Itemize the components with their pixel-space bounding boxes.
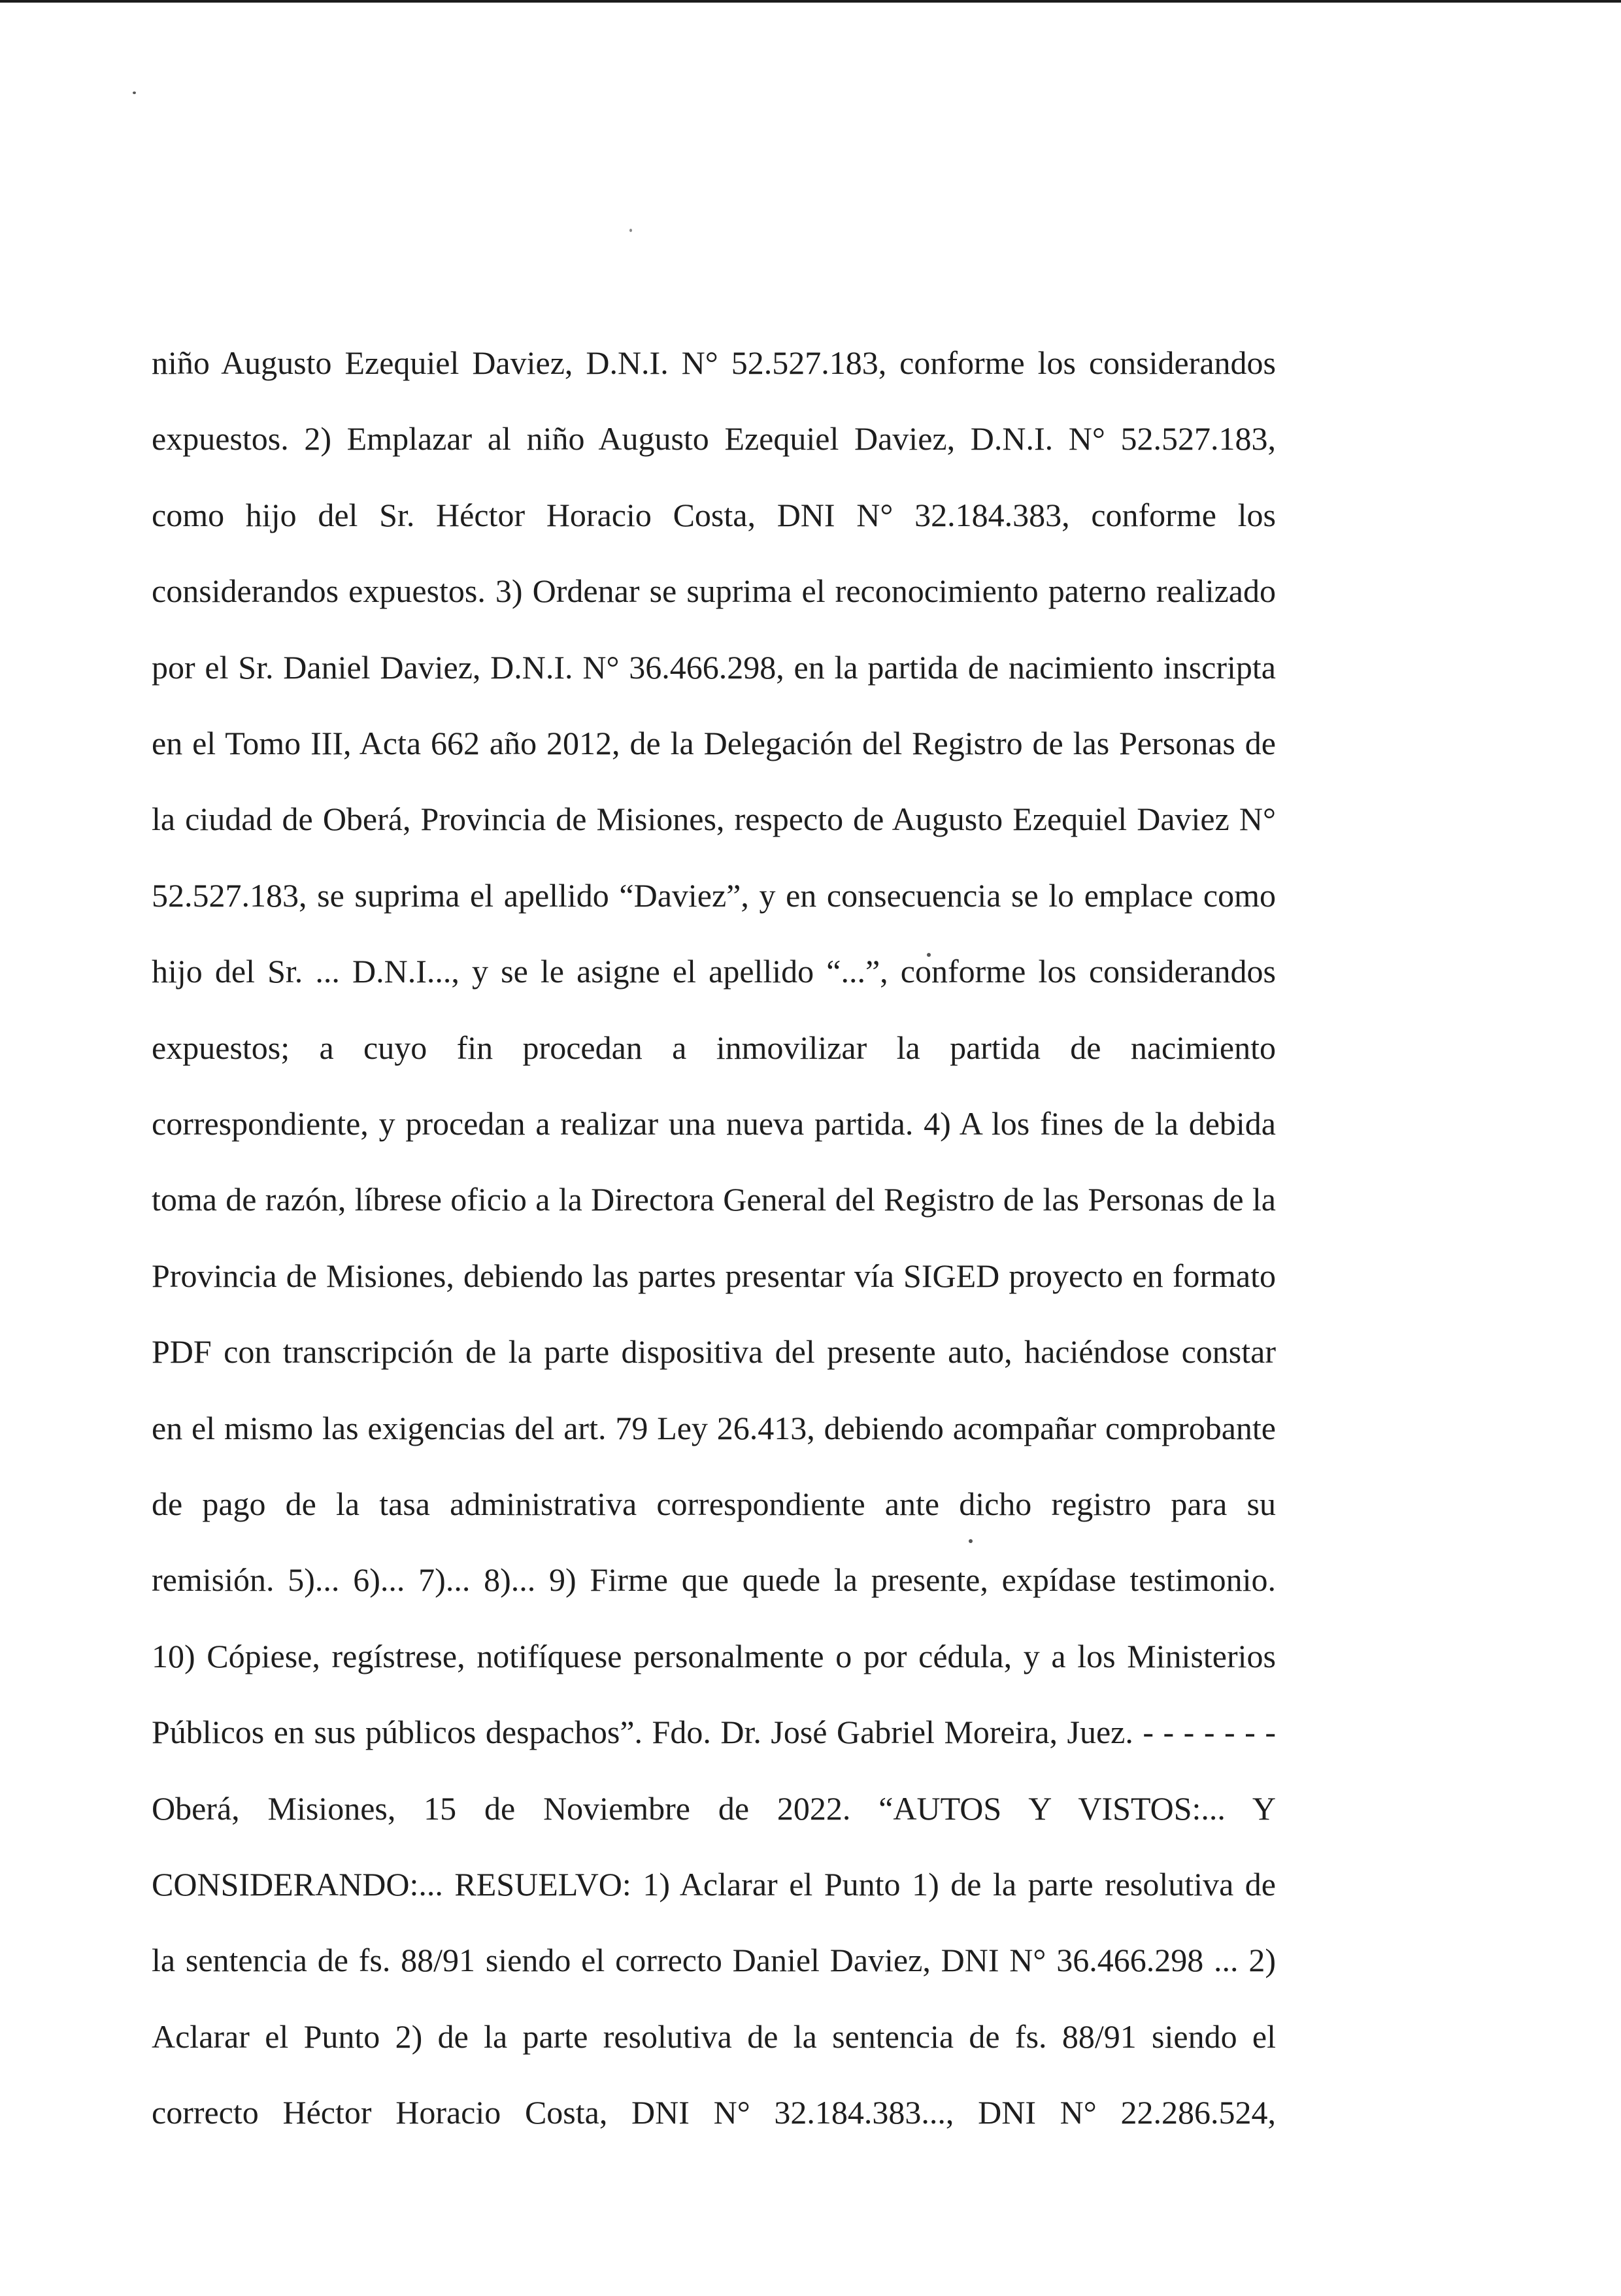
body-line: considerandos expuestos. 3) Ordenar se suprima el reconocimiento paterno realizado — [152, 573, 1276, 609]
body-line: hijo del Sr. ... D.N.I..., y se le asigne el apellido “...”, conforme los considerandos — [152, 953, 1276, 990]
body-line: expuestos; a cuyo fin procedan a inmovilizar la partida de nacimiento — [152, 1029, 1276, 1066]
body-line: en el mismo las exigencias del art. 79 Ley 26.413, debiendo acompañar comprobante — [152, 1410, 1276, 1446]
body-line: PDF con transcripción de la parte dispositiva del presente auto, haciéndose constar — [152, 1333, 1276, 1370]
body-line: CONSIDERANDO:... RESUELVO: 1) Aclarar el Punto 1) de la parte resolutiva de — [152, 1866, 1276, 1903]
body-line: 10) Cópiese, regístrese, notifíquese personalmente o por cédula, y a los Ministerios — [152, 1638, 1276, 1674]
body-line: correspondiente, y procedan a realizar una nueva partida. 4) A los fines de la debida — [152, 1105, 1276, 1142]
body-line: Aclarar el Punto 2) de la parte resolutiva de la sentencia de fs. 88/91 siendo el — [152, 2018, 1276, 2055]
body-line: correcto Héctor Horacio Costa, DNI N° 32.184.383..., DNI N° 22.286.524, — [152, 2094, 1276, 2131]
body-line: expuestos. 2) Emplazar al niño Augusto Ezequiel Daviez, D.N.I. N° 52.527.183, — [152, 420, 1276, 457]
body-line: la sentencia de fs. 88/91 siendo el correcto Daniel Daviez, DNI N° 36.466.298 ... 2) — [152, 1942, 1276, 1978]
body-line: Oberá, Misiones, 15 de Noviembre de 2022. “AUTOS Y VISTOS:... Y — [152, 1790, 1276, 1827]
body-line: como hijo del Sr. Héctor Horacio Costa, DNI N° 32.184.383, conforme los — [152, 497, 1276, 533]
body-line: la ciudad de Oberá, Provincia de Misiones, respecto de Augusto Ezequiel Daviez N° — [152, 801, 1276, 837]
body-line: por el Sr. Daniel Daviez, D.N.I. N° 36.466.298, en la partida de nacimiento inscripta — [152, 649, 1276, 686]
body-line: remisión. 5)... 6)... 7)... 8)... 9) Firme que quede la presente, expídase testimonio. — [152, 1561, 1276, 1598]
body-line: 52.527.183, se suprima el apellido “Daviez”, y en consecuencia se lo emplace como — [152, 877, 1276, 914]
scan-speck — [133, 92, 136, 94]
body-line: en el Tomo III, Acta 662 año 2012, de la Delegación del Registro de las Personas de — [152, 725, 1276, 761]
body-line: niño Augusto Ezequiel Daviez, D.N.I. N° 52.527.183, conforme los considerandos — [152, 344, 1276, 381]
body-line: Provincia de Misiones, debiendo las partes presentar vía SIGED proyecto en formato — [152, 1257, 1276, 1294]
body-line: toma de razón, líbrese oficio a la Directora General del Registro de las Personas de la — [152, 1181, 1276, 1218]
scan-speck — [629, 229, 632, 232]
body-line: Públicos en sus públicos despachos”. Fdo. Dr. José Gabriel Moreira, Juez. - - - - - - - — [152, 1714, 1276, 1750]
scan-speck — [969, 1539, 973, 1543]
body-line: de pago de la tasa administrativa correspondiente ante dicho registro para su — [152, 1486, 1276, 1522]
scan-top-edge — [0, 0, 1621, 3]
